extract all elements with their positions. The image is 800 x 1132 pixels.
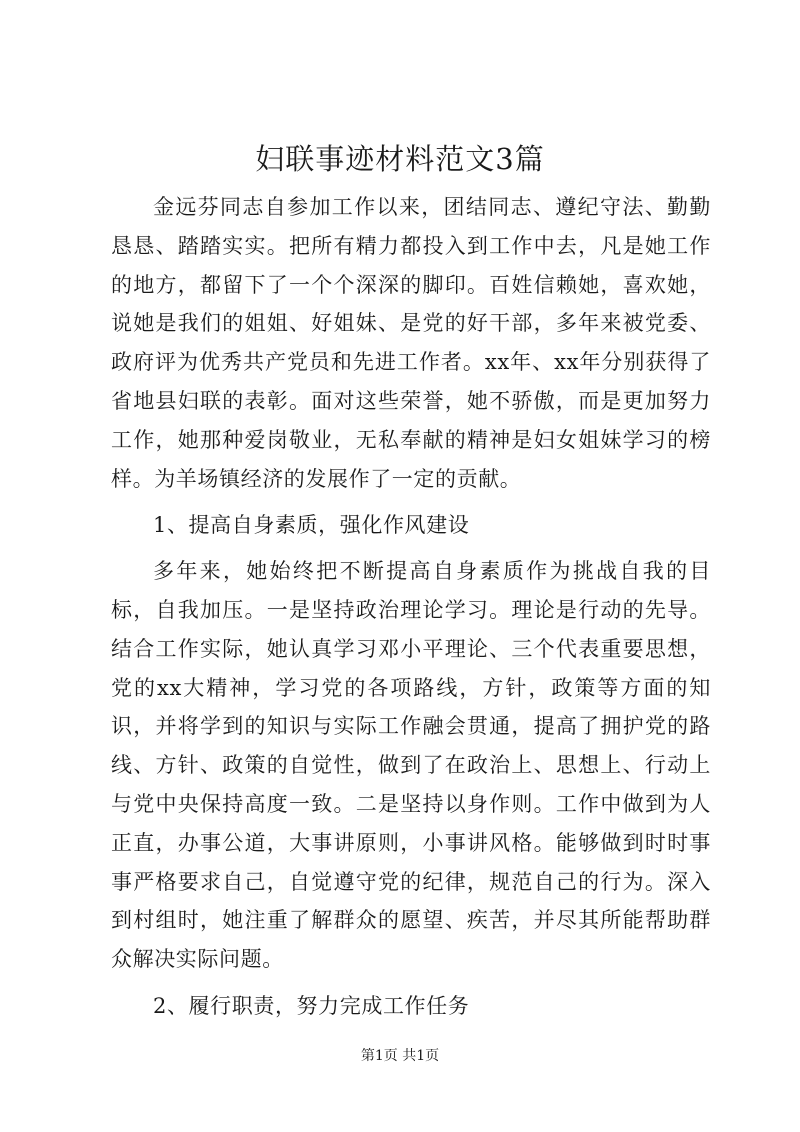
document-title: 妇联事迹材料范文3篇 <box>255 142 545 176</box>
section-heading: 2、履行职责，努力完成工作任务 <box>153 993 470 1018</box>
section-heading: 1、提高自身素质，强化作风建设 <box>153 513 470 538</box>
body-paragraph: 多年来，她始终把不断提高自身素质作为挑战自我的目标，自我加压。一是坚持政治理论学习。理论是行动的先导。结合工作实际，她认真学习邓小平理论、三个代表重要思想，党的xx大精神，学习党的各项路线，方针，政策等方面的知识，并将学到的知识与实际工作融会贯通，提高了拥护党的路线、方针、政策的自觉性，做到了在政治上、思想上、行动上与党中央保持高度一致。二是坚持以身作则。工作中做到为人正直，办事公道，大事讲原则，小事讲风格。能够做到时时事事严格要求自己，自觉遵守党的纪律，规范自己的行为。深入到村组时，她注重了解群众的愿望、疾苦，并尽其所能帮助群众解决实际问题。 <box>111 559 711 972</box>
page-footer: 第1页 共1页 <box>360 1048 440 1064</box>
document-body <box>111 188 711 1033</box>
body-paragraph: 金远芬同志自参加工作以来，团结同志、遵纪守法、勤勤恳恳、踏踏实实。把所有精力都投入到工作中去，凡是她工作的地方，都留下了一个个深深的脚印。百姓信赖她，喜欢她，说她是我们的姐姐、好姐妹、是党的好干部，多年来被党委、政府评为优秀共产党员和先进工作者。xx年、xx年分别获得了省地县妇联的表彰。面对这些荣誉，她不骄傲，而是更加努力工作，她那种爱岗敬业，无私奉献的精神是妇女姐妹学习的榜样。为羊场镇经济的发展作了一定的贡献。 <box>111 195 711 491</box>
